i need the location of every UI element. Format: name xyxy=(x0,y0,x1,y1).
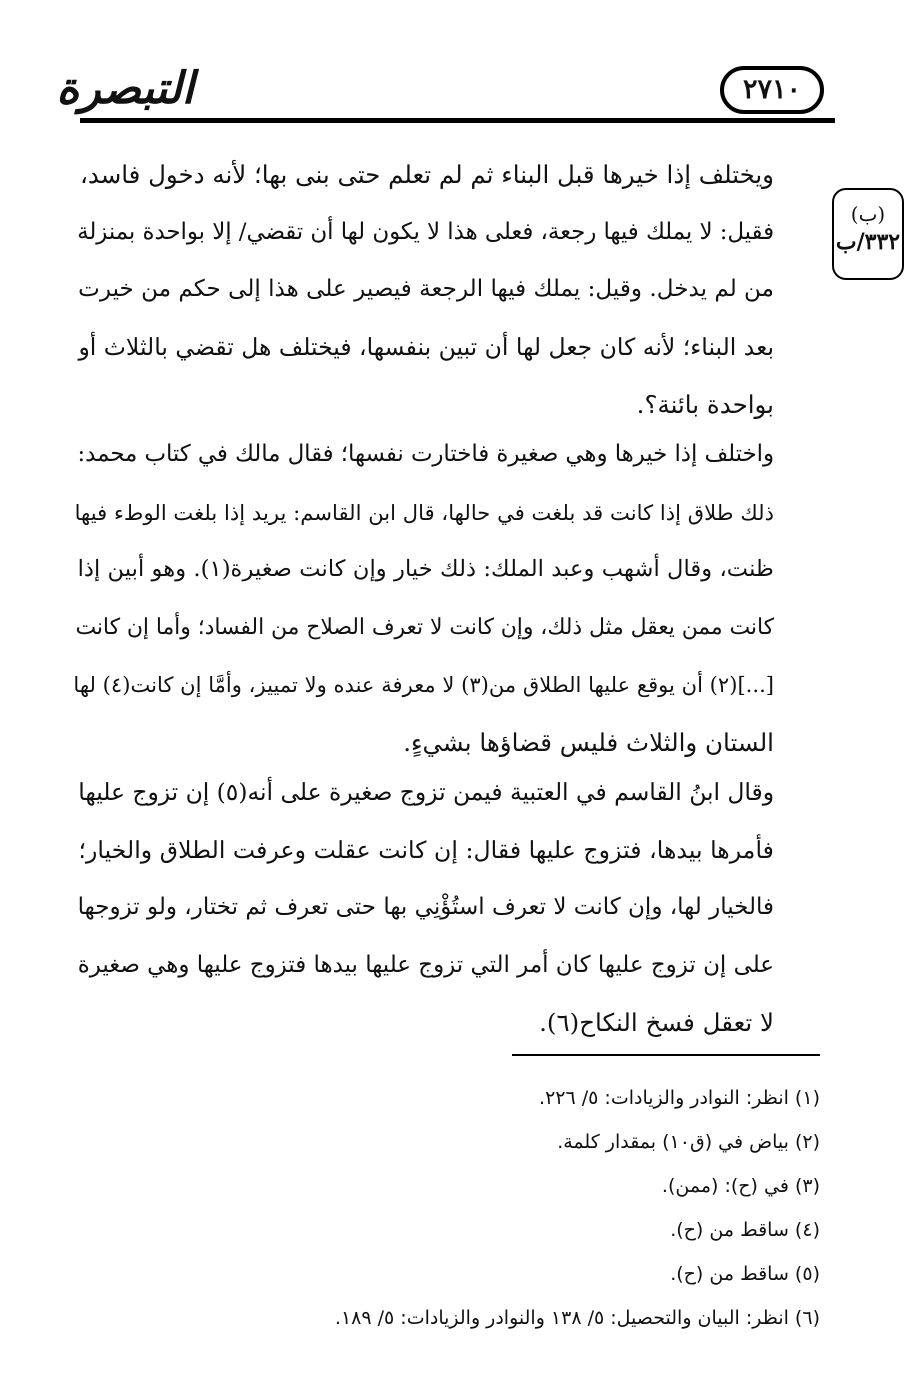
text-line: واختلف إذا خيرها وهي صغيرة فاختارت نفسها؛ فقال مالك في كتاب محمد: xyxy=(77,441,774,467)
text-line: ذلك طلاق إذا كانت قد بلغت في حالها، قال ابن القاسم: يريد إذا بلغت الوطء فيها xyxy=(74,499,774,525)
text-line: وقال ابنُ القاسم في العتبية فيمن تزوج صغيرة على أنه(٥) إن تزوج عليها xyxy=(78,778,774,806)
footnotes xyxy=(250,1076,820,1340)
footnote-1: (١) انظر: النوادر والزيادات: ٥/ ٢٢٦. xyxy=(539,1087,820,1109)
footnote-4: (٤) ساقط من (ح). xyxy=(670,1219,820,1241)
footnote-5: (٥) ساقط من (ح). xyxy=(670,1263,820,1285)
text-line: من لم يدخل. وقيل: يملك فيها الرجعة فيصير على هذا إلى حكم من خيرت xyxy=(78,276,774,302)
paragraph-1 xyxy=(77,146,820,434)
text-line: على إن تزوج عليها كان أمر التي تزوج عليها بيدها فتزوج عليها وهي صغيرة xyxy=(77,951,774,978)
text-line: ظنت، وقال أشهب وعبد الملك: ذلك خيار وإن كانت صغيرة(١). وهو أبين إذا xyxy=(77,556,774,582)
margin-note-line2: ٣٣٢/ب xyxy=(835,229,901,255)
footnote-6: (٦) انظر: البيان والتحصيل: ٥/ ١٣٨ والنوادر والزيادات: ٥/ ١٨٩. xyxy=(334,1307,820,1329)
text-line: فأمرها بيدها، فتزوج عليها فقال: إن كانت عقلت وعرفت الطلاق والخيار؛ xyxy=(78,835,774,864)
footnote-3: (٣) في (ح): (ممن). xyxy=(661,1175,820,1197)
text-line: بواحدة بائنة؟. xyxy=(636,390,774,419)
text-line: [...](٢) أن يوقع عليها الطلاق من(٣) لا معرفة عنده ولا تمييز، وأمَّا إن كانت(٤) لها xyxy=(73,672,774,697)
paragraph-3 xyxy=(77,764,820,1052)
text-line: فالخيار لها، وإن كانت لا تعرف استُؤْنِي بها حتى تعرف ثم تختار، ولو تزوجها xyxy=(77,894,774,920)
text-line: الستان والثلاث فليس قضاؤها بشيءٍ. xyxy=(403,727,774,757)
book-title: التبصرة xyxy=(56,63,194,114)
text-line: ويختلف إذا خيرها قبل البناء ثم لم تعلم حتى بنى بها؛ لأنه دخول فاسد، xyxy=(80,160,774,189)
margin-note xyxy=(832,188,904,280)
text-line: بعد البناء؛ لأنه كان جعل لها أن تبين بنفسها، فيختلف هل تقضي بالثلاث أو xyxy=(78,332,774,361)
paragraph-2 xyxy=(73,426,820,771)
margin-note-line1: (ب) xyxy=(850,202,886,226)
text-line: لا تعقل فسخ النكاح(٦). xyxy=(539,1008,774,1037)
footnote-2: (٢) بياض في (ق١٠) بمقدار كلمة. xyxy=(557,1131,820,1153)
page-number: ٢٧١٠ xyxy=(720,66,824,114)
header-rule xyxy=(80,118,835,123)
footnote-rule xyxy=(512,1054,820,1056)
text-line: كانت ممن يعقل مثل ذلك، وإن كانت لا تعرف الصلاح من الفساد؛ وأما إن كانت xyxy=(75,614,774,640)
text-line: فقيل: لا يملك فيها رجعة، فعلى هذا لا يكون لها أن تقضي/ إلا بواحدة بمنزلة xyxy=(77,218,774,245)
